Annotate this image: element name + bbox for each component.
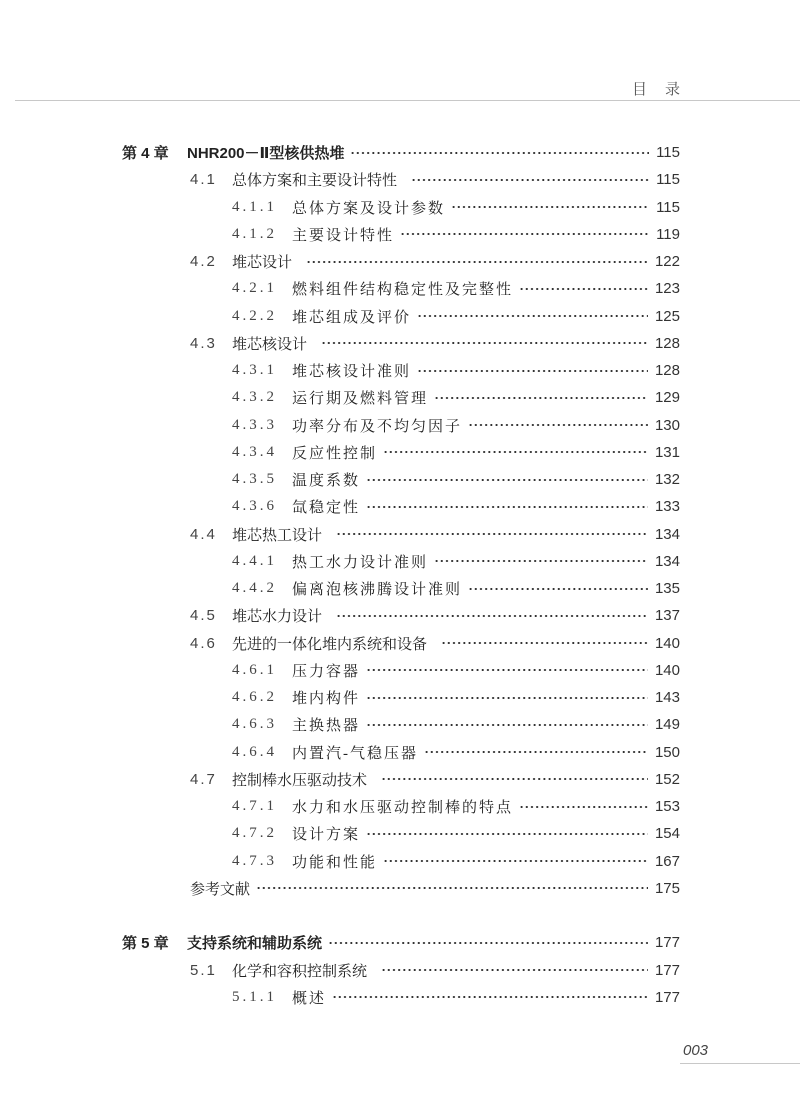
subsection-number: 4.3.2 xyxy=(232,389,277,406)
dot-leader xyxy=(306,259,648,265)
header-rule xyxy=(15,100,800,101)
page-number: 140 xyxy=(654,634,680,652)
page-number: 132 xyxy=(654,471,680,489)
page-number: 177 xyxy=(654,961,680,979)
entry-title: 总体方案及设计参数 xyxy=(292,200,446,217)
page-number: 134 xyxy=(654,525,680,543)
dot-leader xyxy=(434,558,648,564)
subsection-number: 4.7.1 xyxy=(232,798,277,815)
entry-title: 堆芯热工设计 xyxy=(232,526,323,544)
toc-section xyxy=(0,330,800,357)
toc-subsection xyxy=(0,194,800,221)
page-number: 128 xyxy=(654,334,680,352)
toc-subsection xyxy=(0,221,800,248)
toc-references xyxy=(0,875,800,902)
toc-section xyxy=(0,521,800,548)
subsection-number: 4.6.2 xyxy=(232,689,277,706)
dot-leader xyxy=(332,994,648,1000)
entry-title: NHR200－Ⅱ型核供热堆 xyxy=(187,145,345,163)
toc-section xyxy=(0,248,800,275)
dot-leader xyxy=(256,885,648,891)
toc-subsection xyxy=(0,466,800,493)
toc-subsection xyxy=(0,384,800,411)
section-number: 4.7 xyxy=(190,770,217,788)
entry-title: 堆芯核设计准则 xyxy=(292,364,412,381)
dot-leader xyxy=(328,940,648,946)
page-number: 177 xyxy=(654,988,680,1006)
entry-title: 支持系统和辅助系统 xyxy=(187,935,323,953)
entry-title: 堆芯水力设计 xyxy=(232,608,323,626)
subsection-number: 4.4.1 xyxy=(232,552,277,569)
toc-chapter xyxy=(0,139,800,166)
dot-leader xyxy=(366,504,648,510)
subsection-number: 4.7.3 xyxy=(232,852,277,869)
section-number: 4.5 xyxy=(190,607,217,625)
page-number: 177 xyxy=(654,934,680,952)
dot-leader xyxy=(400,231,649,237)
entry-title: 总体方案和主要设计特性 xyxy=(232,172,398,190)
toc-subsection xyxy=(0,739,800,766)
page-number: 119 xyxy=(656,225,680,243)
folio-page-number: 003 xyxy=(683,1042,709,1059)
toc-section xyxy=(0,602,800,629)
entry-title: 堆芯设计 xyxy=(232,254,293,272)
page-number: 167 xyxy=(654,852,680,870)
dot-leader xyxy=(424,749,648,755)
section-number: 5.1 xyxy=(190,961,217,979)
entry-title: 控制棒水压驱动技术 xyxy=(232,771,368,789)
page-number: 125 xyxy=(654,307,680,325)
entry-title: 反应性控制 xyxy=(292,445,378,462)
dot-leader xyxy=(468,586,648,592)
toc-subsection xyxy=(0,493,800,520)
section-number: 4.3 xyxy=(190,334,217,352)
entry-title: 功率分布及不均匀因子 xyxy=(292,418,463,435)
toc-subsection xyxy=(0,357,800,384)
entry-title: 堆内构件 xyxy=(292,691,361,708)
toc-subsection xyxy=(0,575,800,602)
dot-leader xyxy=(366,831,648,837)
running-header-title: 目录 xyxy=(631,82,698,98)
toc-subsection xyxy=(0,275,800,302)
dot-leader xyxy=(366,667,648,673)
entry-title: 压力容器 xyxy=(292,663,361,680)
section-number: 4.1 xyxy=(190,171,217,189)
entry-title: 内置汽-气稳压器 xyxy=(292,745,418,762)
entry-title: 水力和水压驱动控制棒的特点 xyxy=(292,800,514,817)
subsection-number: 4.3.5 xyxy=(232,471,277,488)
dot-leader xyxy=(519,286,648,292)
table-of-contents xyxy=(0,139,800,1011)
page-number: 129 xyxy=(654,389,680,407)
entry-title: 热工水力设计准则 xyxy=(292,554,429,571)
section-number: 4.4 xyxy=(190,525,217,543)
toc-section xyxy=(0,630,800,657)
toc-chapter xyxy=(0,929,800,956)
entry-title: 氙稳定性 xyxy=(292,500,361,517)
entry-title: 主换热器 xyxy=(292,718,361,735)
dot-leader xyxy=(441,640,648,646)
subsection-number: 5.1.1 xyxy=(232,988,277,1005)
subsection-number: 4.3.4 xyxy=(232,443,277,460)
dot-leader xyxy=(336,531,648,537)
entry-title: 概述 xyxy=(292,990,327,1007)
subsection-number: 4.3.3 xyxy=(232,416,277,433)
page-number: 128 xyxy=(654,362,680,380)
toc-subsection xyxy=(0,820,800,847)
subsection-number: 4.4.2 xyxy=(232,580,277,597)
entry-title: 堆芯核设计 xyxy=(232,335,308,353)
toc-subsection xyxy=(0,657,800,684)
entry-title: 堆芯组成及评价 xyxy=(292,309,412,326)
dot-leader xyxy=(434,395,648,401)
toc-subsection xyxy=(0,984,800,1011)
section-number: 4.2 xyxy=(190,253,217,271)
dot-leader xyxy=(336,613,648,619)
chapter-label: 第 4 章 xyxy=(122,145,169,163)
page-number: 115 xyxy=(656,171,680,189)
toc-section xyxy=(0,766,800,793)
dot-leader xyxy=(383,858,648,864)
subsection-number: 4.2.1 xyxy=(232,280,277,297)
subsection-number: 4.1.2 xyxy=(232,225,277,242)
dot-leader xyxy=(417,313,648,319)
toc-subsection xyxy=(0,793,800,820)
dot-leader xyxy=(350,150,649,156)
dot-leader xyxy=(468,422,648,428)
entry-title: 设计方案 xyxy=(292,827,361,844)
dot-leader xyxy=(381,967,648,973)
page-number: 152 xyxy=(654,770,680,788)
toc-subsection xyxy=(0,548,800,575)
page-number: 115 xyxy=(656,198,680,216)
chapter-label: 第 5 章 xyxy=(122,935,169,953)
toc-subsection xyxy=(0,303,800,330)
page-number: 153 xyxy=(654,798,680,816)
dot-leader xyxy=(321,340,648,346)
footer-rule xyxy=(680,1063,800,1064)
dot-leader xyxy=(381,776,648,782)
subsection-number: 4.7.2 xyxy=(232,825,277,842)
page-number: 149 xyxy=(654,716,680,734)
entry-title: 化学和容积控制系统 xyxy=(232,962,368,980)
toc-subsection xyxy=(0,439,800,466)
entry-title: 先进的一体化堆内系统和设备 xyxy=(232,635,428,653)
dot-leader xyxy=(451,204,649,210)
entry-title: 参考文献 xyxy=(190,880,251,898)
entry-title: 偏离泡核沸腾设计准则 xyxy=(292,582,463,599)
entry-title: 主要设计特性 xyxy=(292,227,395,244)
toc-subsection xyxy=(0,711,800,738)
toc-section xyxy=(0,957,800,984)
page-number: 135 xyxy=(654,580,680,598)
subsection-number: 4.3.1 xyxy=(232,362,277,379)
dot-leader xyxy=(519,804,648,810)
entry-title: 运行期及燃料管理 xyxy=(292,391,429,408)
dot-leader xyxy=(411,177,649,183)
subsection-number: 4.2.2 xyxy=(232,307,277,324)
dot-leader xyxy=(366,722,648,728)
page-number: 175 xyxy=(654,879,680,897)
page-number: 133 xyxy=(654,498,680,516)
dot-leader xyxy=(417,368,648,374)
page-number: 123 xyxy=(654,280,680,298)
page-number: 130 xyxy=(654,416,680,434)
page-number: 115 xyxy=(656,144,680,162)
entry-title: 功能和性能 xyxy=(292,854,378,871)
page-number: 122 xyxy=(654,253,680,271)
entry-title: 燃料组件结构稳定性及完整性 xyxy=(292,282,514,299)
page-number: 154 xyxy=(654,825,680,843)
toc-section xyxy=(0,166,800,193)
dot-leader xyxy=(383,449,648,455)
entry-title: 温度系数 xyxy=(292,473,361,490)
page-number: 137 xyxy=(654,607,680,625)
page-number: 150 xyxy=(654,743,680,761)
page-number: 134 xyxy=(654,552,680,570)
subsection-number: 4.6.3 xyxy=(232,716,277,733)
subsection-number: 4.6.1 xyxy=(232,661,277,678)
subsection-number: 4.1.1 xyxy=(232,198,277,215)
subsection-number: 4.3.6 xyxy=(232,498,277,515)
toc-subsection xyxy=(0,684,800,711)
dot-leader xyxy=(366,477,648,483)
subsection-number: 4.6.4 xyxy=(232,743,277,760)
page-number: 140 xyxy=(654,661,680,679)
page-number: 143 xyxy=(654,689,680,707)
page-number: 131 xyxy=(654,443,680,461)
section-number: 4.6 xyxy=(190,634,217,652)
dot-leader xyxy=(366,695,648,701)
toc-subsection xyxy=(0,412,800,439)
toc-subsection xyxy=(0,848,800,875)
